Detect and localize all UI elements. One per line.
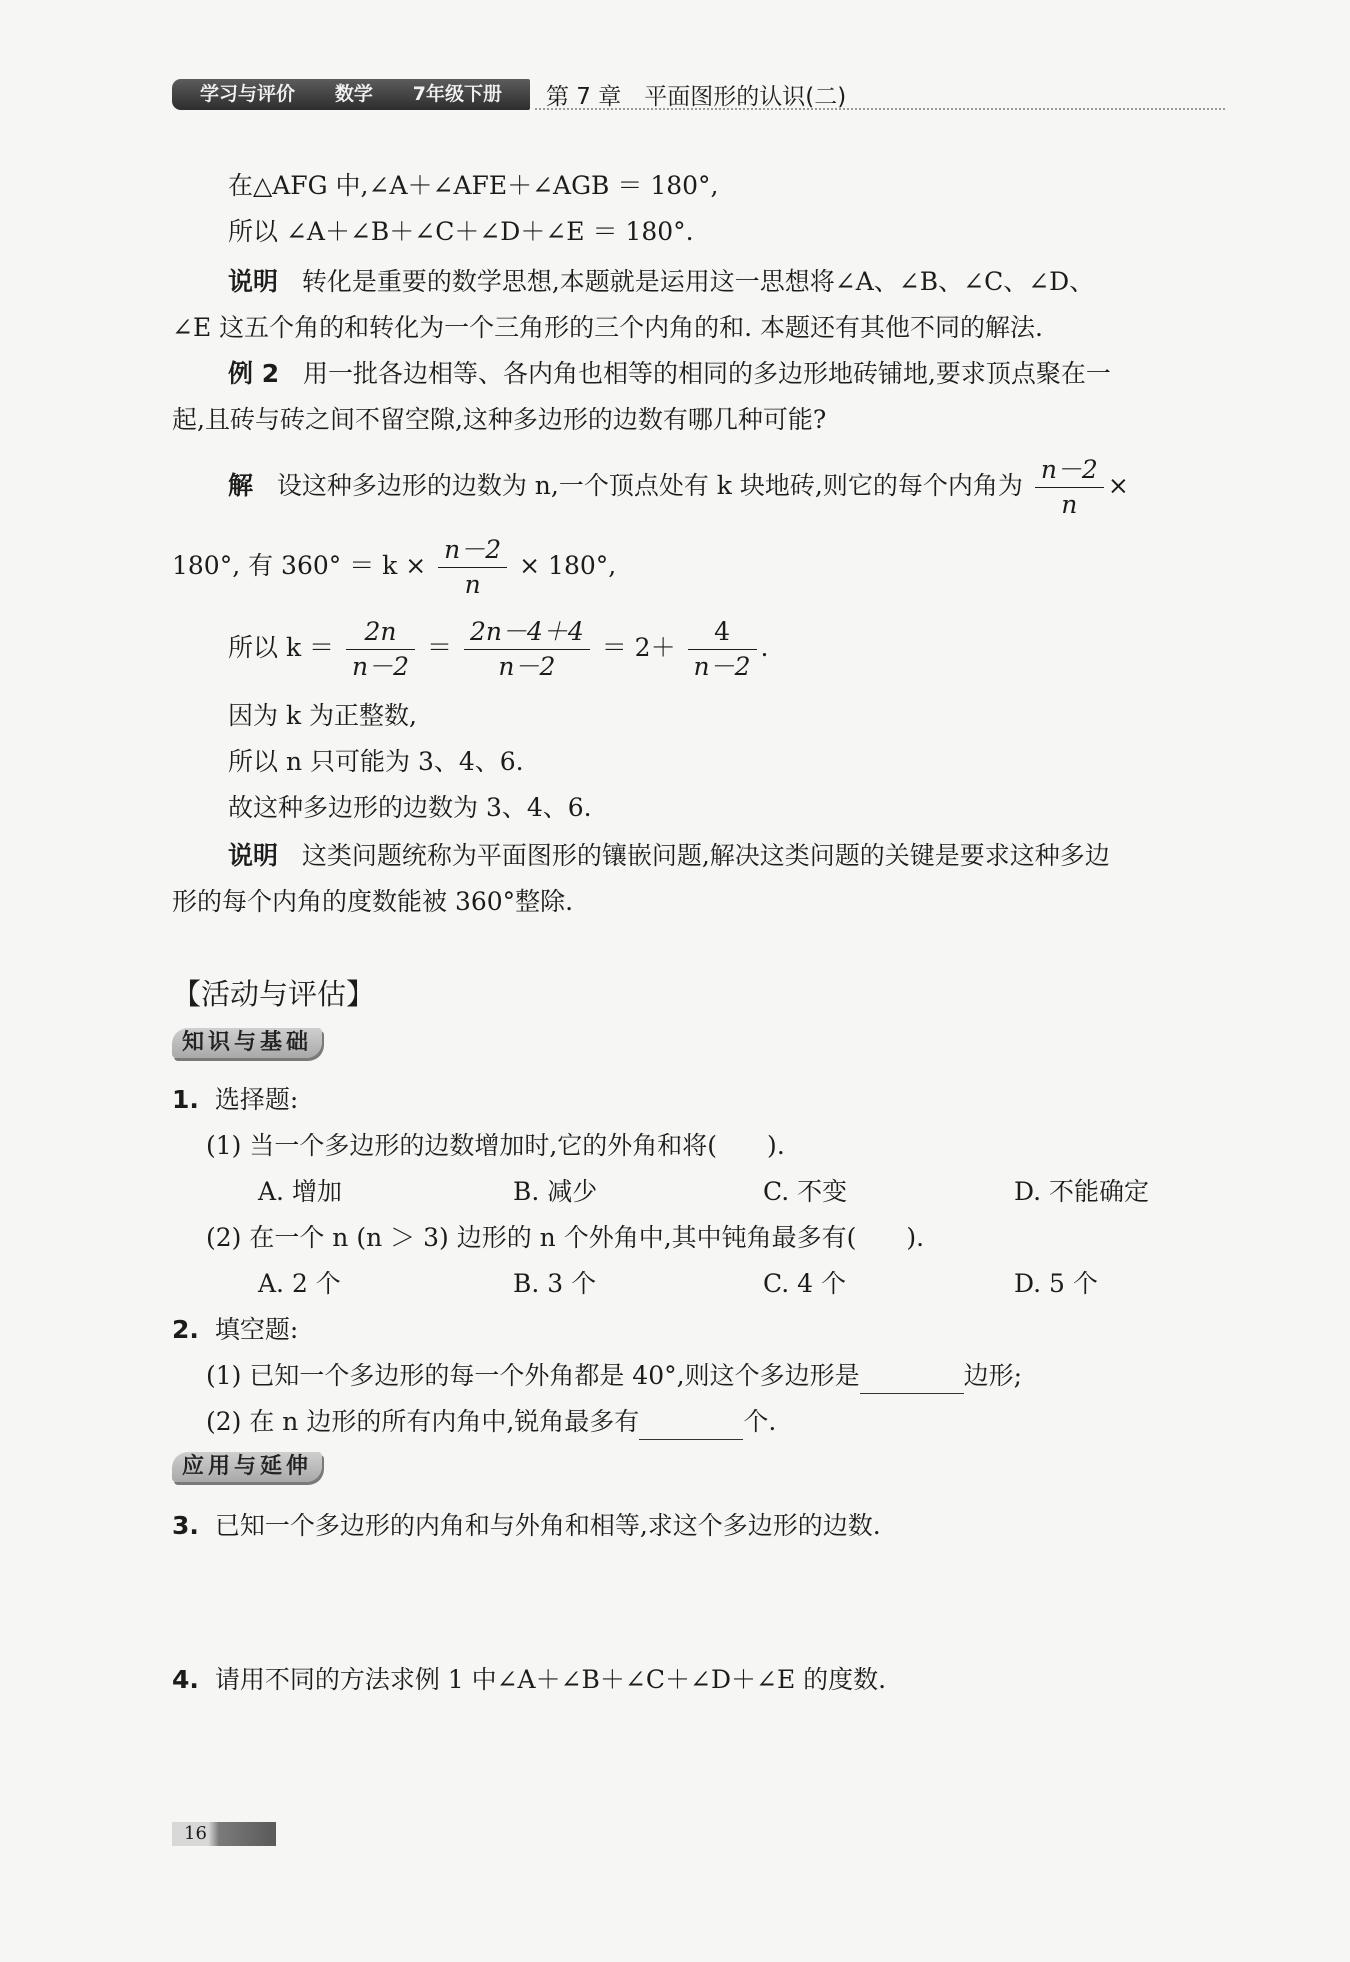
solution-text: 180°, 有 360° ＝ k × — [172, 551, 427, 580]
question-text: (2) 在 n 边形的所有内角中,锐角最多有 — [206, 1407, 640, 1436]
fraction-numerator: 4 — [688, 615, 757, 650]
question-4 — [172, 1662, 886, 1698]
solution-line — [172, 532, 616, 602]
option: C. 不变 — [763, 1177, 848, 1206]
option: C. 4 个 — [763, 1269, 846, 1298]
answer-blank[interactable] — [639, 1413, 743, 1440]
note-paragraph — [228, 264, 1094, 300]
question-text: 边形; — [963, 1361, 1023, 1390]
question-text: 填空题: — [214, 1315, 299, 1344]
question-text: (1) 已知一个多边形的每一个外角都是 40°,则这个多边形是 — [206, 1361, 860, 1390]
fraction-denominator: n — [1061, 490, 1078, 519]
period: . — [760, 633, 769, 662]
fraction — [688, 615, 757, 684]
fraction-denominator: n — [464, 570, 481, 599]
note-label: 说明 — [228, 841, 279, 870]
solution-text: 设这种多边形的边数为 n,一个顶点处有 k 块地砖,则它的每个内角为 — [276, 471, 1023, 500]
question-text: 已知一个多边形的内角和与外角和相等,求这个多边形的边数. — [214, 1511, 881, 1540]
sub-question — [206, 1404, 776, 1440]
equals-sign: ＝ — [426, 633, 452, 662]
section-title: 【活动与评估】 — [172, 977, 376, 1011]
note-text: 这类问题统称为平面图形的镶嵌问题,解决这类问题的关键是要求这种多边 — [301, 841, 1110, 870]
header-divider — [535, 108, 1225, 110]
header-tag-item: 学习与评价 — [199, 83, 295, 105]
fraction-denominator: n－2 — [498, 652, 556, 681]
option: A. 增加 — [258, 1177, 342, 1206]
question-2 — [172, 1312, 298, 1348]
text-line: 所以 ∠A＋∠B＋∠C＋∠D＋∠E ＝ 180°. — [228, 217, 694, 246]
sub-question: (1) 当一个多边形的边数增加时,它的外角和将( ). — [206, 1131, 785, 1160]
example-paragraph — [228, 356, 1111, 392]
note-label: 说明 — [228, 267, 279, 296]
question-text: 选择题: — [214, 1085, 299, 1114]
question-1 — [172, 1082, 298, 1118]
page-number: 16 — [172, 1822, 276, 1846]
fraction — [464, 615, 590, 684]
option: A. 2 个 — [258, 1269, 341, 1298]
header-chapter-title: 第 7 章 平面图形的认识(二) — [546, 84, 847, 110]
note-paragraph — [228, 838, 1110, 874]
text-line: 起,且砖与砖之间不留空隙,这种多边形的边数有哪几种可能? — [172, 405, 827, 434]
text-line: 所以 n 只可能为 3、4、6. — [228, 747, 524, 776]
section-badge-application: 应用与延伸 — [172, 1452, 322, 1482]
option: D. 5 个 — [1014, 1269, 1098, 1298]
option: D. 不能确定 — [1014, 1177, 1150, 1206]
question-3 — [172, 1508, 881, 1544]
fraction-numerator: n－2 — [1035, 453, 1104, 488]
sub-question: (2) 在一个 n (n ＞ 3) 边形的 n 个外角中,其中钝角最多有( ). — [206, 1223, 925, 1252]
text-line: ∠E 这五个角的和转化为一个三角形的三个内角的和. 本题还有其他不同的解法. — [172, 313, 1043, 342]
solution-text: 所以 k ＝ — [228, 633, 335, 662]
solution-text: × 180°, — [519, 551, 617, 580]
fraction — [1035, 453, 1104, 522]
question-number: 3. — [172, 1511, 199, 1540]
question-number: 4. — [172, 1665, 199, 1694]
text-line: 故这种多边形的边数为 3、4、6. — [228, 793, 592, 822]
text-line: 形的每个内角的度数能被 360°整除. — [172, 887, 574, 916]
text-line: 因为 k 为正整数, — [228, 701, 417, 730]
solution-line — [228, 614, 769, 684]
fraction-denominator: n－2 — [693, 652, 751, 681]
solution-label: 解 — [228, 471, 254, 500]
header-tag-item: 数学 — [334, 83, 373, 105]
answer-blank[interactable] — [860, 1367, 964, 1394]
option: B. 3 个 — [513, 1269, 597, 1298]
option: B. 减少 — [513, 1177, 598, 1206]
solution-text: ＝ 2＋ — [601, 633, 676, 662]
header-tag-item: 7年级下册 — [412, 83, 503, 105]
fraction — [346, 615, 415, 684]
header-book-tag — [172, 79, 530, 110]
note-text: 转化是重要的数学思想,本题就是运用这一思想将∠A、∠B、∠C、∠D、 — [301, 267, 1095, 296]
fraction-denominator: n－2 — [352, 652, 410, 681]
fraction — [438, 533, 507, 602]
example-text: 用一批各边相等、各内角也相等的相同的多边形地砖铺地,要求顶点聚在一 — [302, 359, 1111, 388]
times-sign: × — [1107, 471, 1129, 500]
text-line: 在△AFG 中,∠A＋∠AFE＋∠AGB ＝ 180°, — [228, 171, 719, 200]
sub-question — [206, 1358, 1022, 1394]
section-badge-basics: 知识与基础 — [172, 1028, 322, 1058]
question-text: 个. — [743, 1407, 777, 1436]
example-label: 例 2 — [228, 359, 280, 388]
fraction-numerator: 2n－4＋4 — [464, 615, 590, 650]
question-number: 1. — [172, 1085, 199, 1114]
question-text: 请用不同的方法求例 1 中∠A＋∠B＋∠C＋∠D＋∠E 的度数. — [214, 1665, 887, 1694]
solution-line — [228, 452, 1129, 522]
question-number: 2. — [172, 1315, 199, 1344]
fraction-numerator: n－2 — [438, 533, 507, 568]
fraction-numerator: 2n — [346, 615, 415, 650]
